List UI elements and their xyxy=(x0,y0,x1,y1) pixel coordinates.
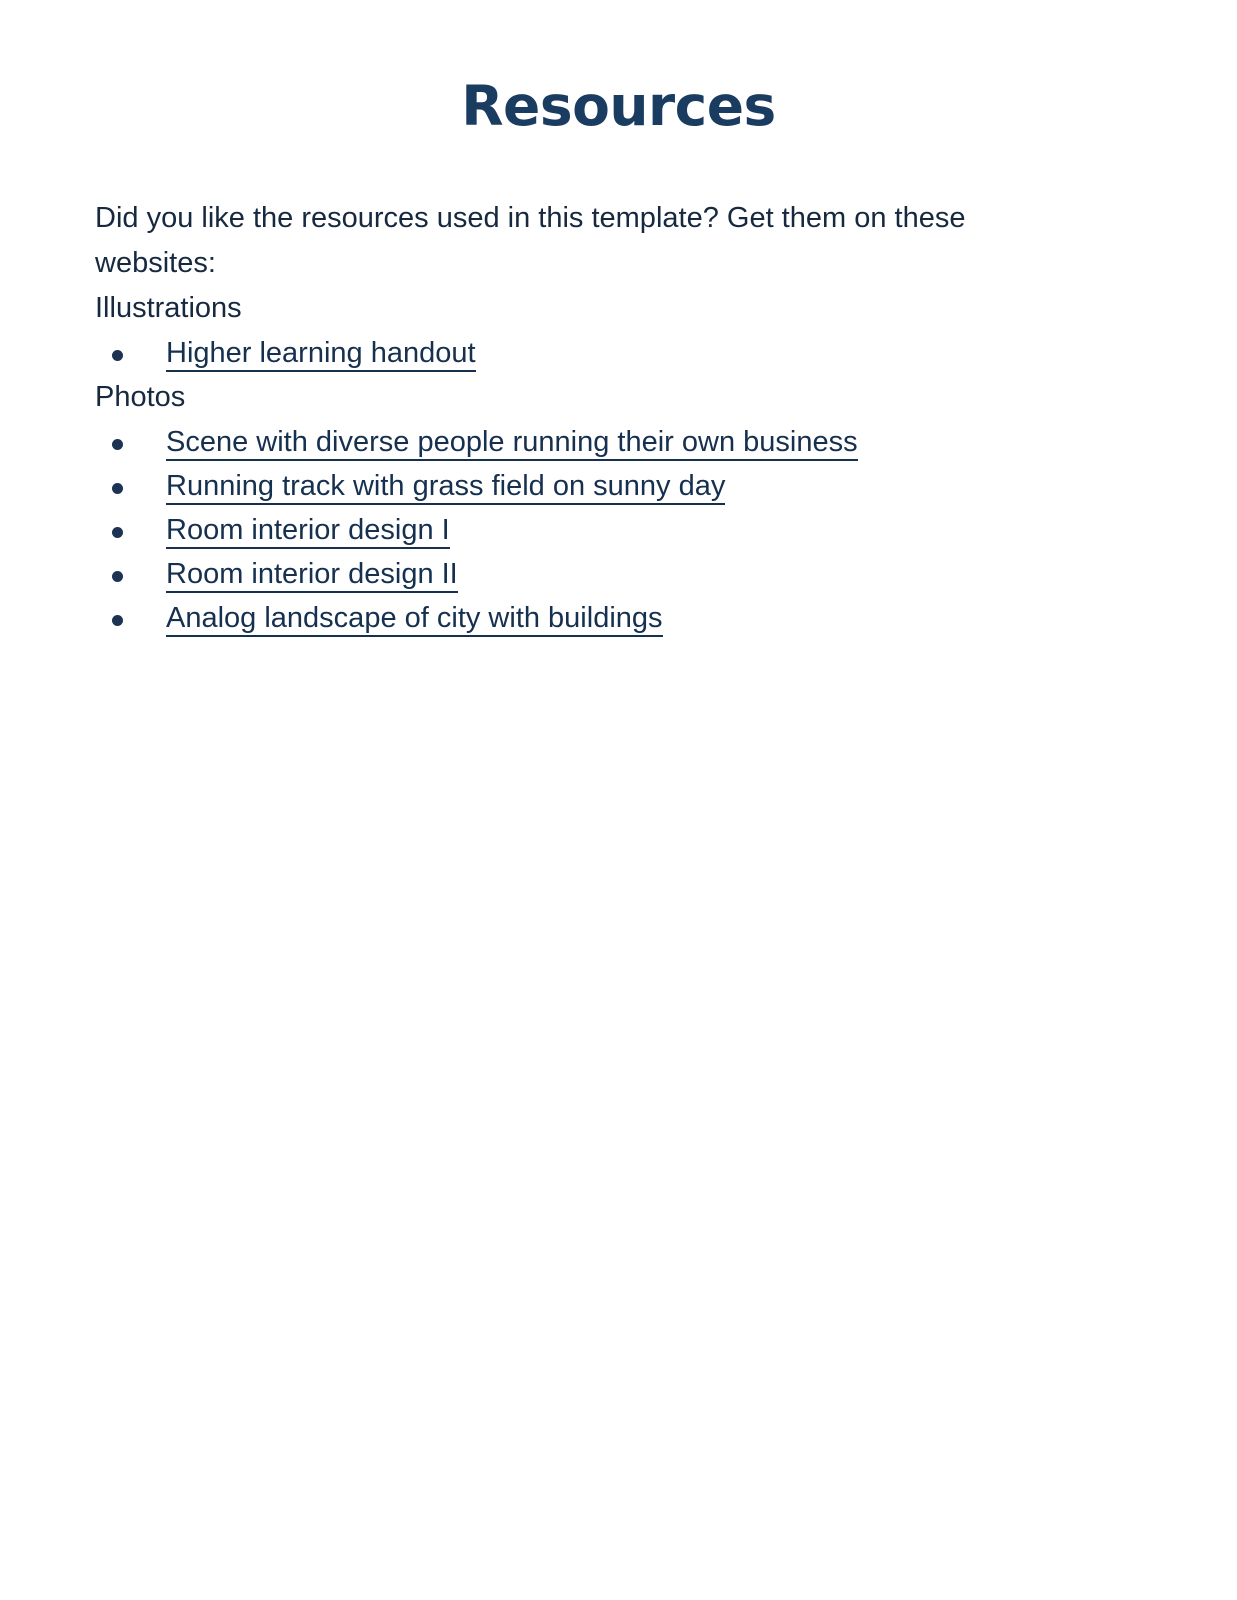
section-label-photos: Photos xyxy=(95,381,186,413)
link-list-illustrations xyxy=(95,331,1095,375)
bullet-point-icon xyxy=(112,350,123,361)
bullet-point-icon xyxy=(112,439,123,450)
list-item xyxy=(95,508,1095,552)
bullet-point-icon xyxy=(112,615,123,626)
document-content xyxy=(95,196,1095,640)
resource-link[interactable]: Room interior design II xyxy=(166,558,458,593)
intro-paragraph: Did you like the resources used in this template? Get them on these websites: xyxy=(95,202,966,279)
page-title: Resources xyxy=(461,74,776,138)
resource-link[interactable]: Room interior design I xyxy=(166,514,450,549)
list-item xyxy=(95,420,1095,464)
link-list-photos xyxy=(95,420,1095,640)
section-label-illustrations: Illustrations xyxy=(95,292,242,324)
bullet-point-icon xyxy=(112,527,123,538)
list-item xyxy=(95,552,1095,596)
section-illustrations xyxy=(95,286,1095,375)
list-item xyxy=(95,331,1095,375)
resource-link[interactable]: Running track with grass field on sunny day xyxy=(166,470,725,505)
resource-link[interactable]: Analog landscape of city with buildings xyxy=(166,602,663,637)
list-item xyxy=(95,464,1095,508)
bullet-point-icon xyxy=(112,483,123,494)
section-photos xyxy=(95,375,1095,640)
list-item xyxy=(95,596,1095,640)
resource-link[interactable]: Higher learning handout xyxy=(166,337,476,372)
resource-link[interactable]: Scene with diverse people running their own business xyxy=(166,426,858,461)
bullet-point-icon xyxy=(112,571,123,582)
